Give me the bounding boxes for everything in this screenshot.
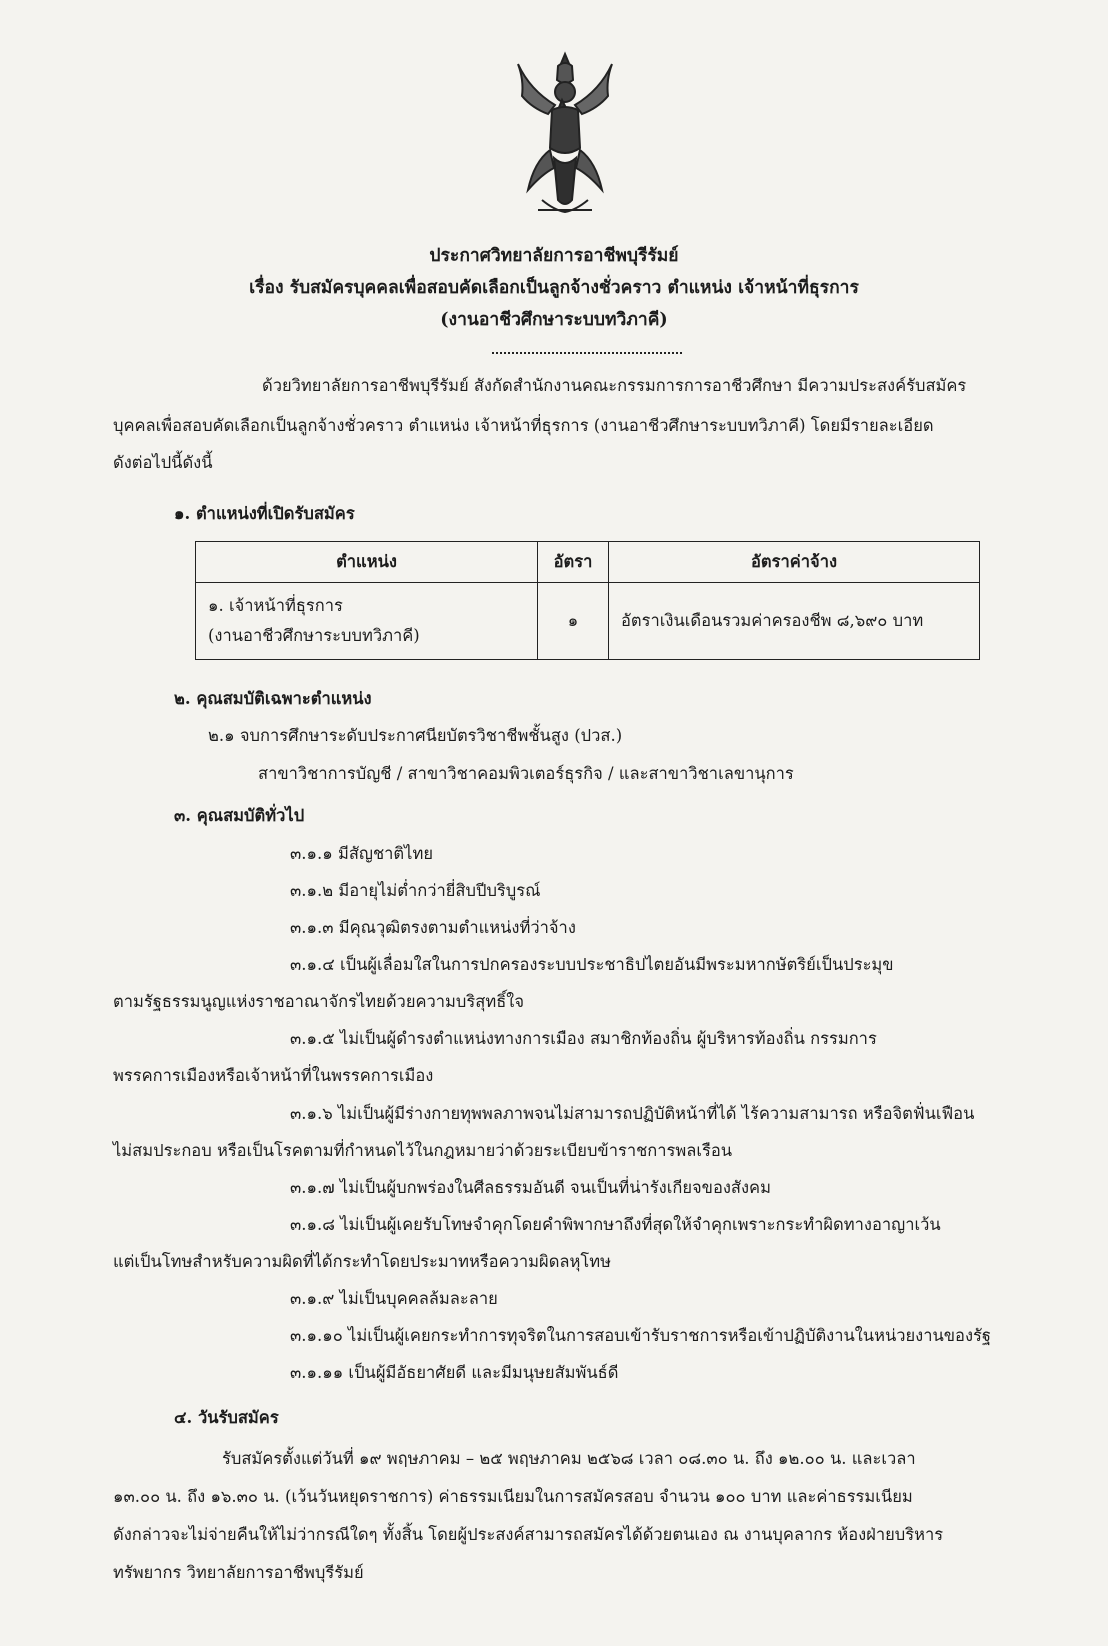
list-item: ๓.๑.๖ ไม่เป็นผู้มีร่างกายทุพพลภาพจนไม่สามารถปฏิบัติหน้าที่ได้ ไร้ความสามารถ หรือจิตฟั่นเฟือน: [290, 1104, 975, 1123]
cell-wage: อัตราเงินเดือนรวมค่าครองชีพ ๘,๖๙๐ บาท: [609, 583, 980, 660]
section-4-heading: ๔. วันรับสมัคร: [174, 1408, 279, 1427]
section-4-line-4: ทรัพยากร วิทยาลัยการอาชีพบุรีรัมย์: [113, 1563, 364, 1582]
header-wage: อัตราค่าจ้าง: [609, 542, 980, 583]
dotted-divider: [492, 352, 682, 354]
position-table: [195, 541, 980, 660]
intro-line-2: บุคคลเพื่อสอบคัดเลือกเป็นลูกจ้างชั่วคราว ตำแหน่ง เจ้าหน้าที่ธุรการ (งานอาชีวศึกษาระบบทวิภาคี) โดยมีรายละเอียด: [113, 416, 934, 435]
list-item: ๓.๑.๒ มีอายุไม่ต่ำกว่ายี่สิบปีบริบูรณ์: [290, 881, 541, 900]
cell-rate: ๑: [538, 583, 609, 660]
garuda-emblem-icon: [510, 50, 620, 218]
list-item: ๓.๑.๙ ไม่เป็นบุคคลล้มละลาย: [290, 1289, 498, 1308]
section-2-heading: ๒. คุณสมบัติเฉพาะตำแหน่ง: [174, 689, 372, 708]
list-item: ๓.๑.๑ มีสัญชาติไทย: [290, 844, 433, 863]
list-item: ๓.๑.๑๐ ไม่เป็นผู้เคยกระทำการทุจริตในการสอบเข้ารับราชการหรือเข้าปฏิบัติงานในหน่วยงานของรัฐ: [290, 1326, 991, 1345]
table-row: [196, 583, 980, 660]
section-2-line-1: ๒.๑ จบการศึกษาระดับประกาศนียบัตรวิชาชีพชั้นสูง (ปวส.): [208, 726, 623, 745]
section-3-heading: ๓. คุณสมบัติทั่วไป: [174, 806, 305, 825]
section-4-line-1: รับสมัครตั้งแต่วันที่ ๑๙ พฤษภาคม – ๒๕ พฤษภาคม ๒๕๖๘ เวลา ๐๘.๓๐ น. ถึง ๑๒.๐๐ น. และเวลา: [222, 1449, 916, 1468]
list-item-continued: ไม่สมประกอบ หรือเป็นโรคตามที่กำหนดไว้ในกฎหมายว่าด้วยระเบียบข้าราชการพลเรือน: [113, 1141, 733, 1160]
list-item: ๓.๑.๓ มีคุณวุฒิตรงตามตำแหน่งที่ว่าจ้าง: [290, 918, 576, 937]
list-item-continued: แต่เป็นโทษสำหรับความผิดที่ได้กระทำโดยประมาทหรือความผิดลหุโทษ: [113, 1252, 612, 1271]
title-line-3: (งานอาชีวศึกษาระบบทวิภาคี): [440, 310, 668, 330]
intro-line-3: ดังต่อไปนี้ดังนี้: [113, 453, 213, 472]
section-4-line-2: ๑๓.๐๐ น. ถึง ๑๖.๓๐ น. (เว้นวันหยุดราชการ) ค่าธรรมเนียมในการสมัครสอบ จำนวน ๑๐๐ บาท และค่าธรรมเนียม: [113, 1487, 913, 1506]
header-rate: อัตรา: [538, 542, 609, 583]
intro-line-1: ด้วยวิทยาลัยการอาชีพบุรีรัมย์ สังกัดสำนักงานคณะกรรมการการอาชีวศึกษา มีความประสงค์รับสมัคร: [262, 376, 967, 395]
announcement-title: [0, 240, 1108, 336]
position-unit: (งานอาชีวศึกษาระบบทวิภาคี): [208, 626, 420, 645]
title-line-2: เรื่อง รับสมัครบุคคลเพื่อสอบคัดเลือกเป็นลูกจ้างชั่วคราว ตำแหน่ง เจ้าหน้าที่ธุรการ: [249, 278, 859, 298]
list-item: ๓.๑.๗ ไม่เป็นผู้บกพร่องในศีลธรรมอันดี จนเป็นที่น่ารังเกียจของสังคม: [290, 1178, 771, 1197]
section-4-line-3: ดังกล่าวจะไม่จ่ายคืนให้ไม่ว่ากรณีใดๆ ทั้งสิ้น โดยผู้ประสงค์สามารถสมัครได้ด้วยตนเอง ณ งานบุคลากร ห้องฝ่ายบริหาร: [113, 1525, 944, 1544]
section-2-line-2: สาขาวิชาการบัญชี / สาขาวิชาคอมพิวเตอร์ธุรกิจ / และสาขาวิชาเลขานุการ: [258, 764, 794, 783]
title-line-1: ประกาศวิทยาลัยการอาชีพบุรีรัมย์: [429, 246, 679, 266]
list-item: ๓.๑.๕ ไม่เป็นผู้ดำรงตำแหน่งทางการเมือง สมาชิกท้องถิ่น ผู้บริหารท้องถิ่น กรรมการ: [290, 1029, 877, 1048]
list-item: ๓.๑.๘ ไม่เป็นผู้เคยรับโทษจำคุกโดยคำพิพากษาถึงที่สุดให้จำคุกเพราะกระทำผิดทางอาญาเว้น: [290, 1215, 941, 1234]
table-header-row: [196, 542, 980, 583]
section-1-heading: ๑. ตำแหน่งที่เปิดรับสมัคร: [174, 504, 355, 523]
list-item: ๓.๑.๔ เป็นผู้เลื่อมใสในการปกครองระบบประชาธิปไตยอันมีพระมหากษัตริย์เป็นประมุข: [290, 955, 894, 974]
list-item-continued: พรรคการเมืองหรือเจ้าหน้าที่ในพรรคการเมือง: [113, 1066, 434, 1085]
header-position: ตำแหน่ง: [196, 542, 538, 583]
cell-position: [196, 583, 538, 660]
list-item-continued: ตามรัฐธรรมนูญแห่งราชอาณาจักรไทยด้วยความบริสุทธิ์ใจ: [113, 992, 525, 1011]
position-name: ๑. เจ้าหน้าที่ธุรการ: [208, 596, 343, 615]
list-item: ๓.๑.๑๑ เป็นผู้มีอัธยาศัยดี และมีมนุษยสัมพันธ์ดี: [290, 1363, 619, 1382]
